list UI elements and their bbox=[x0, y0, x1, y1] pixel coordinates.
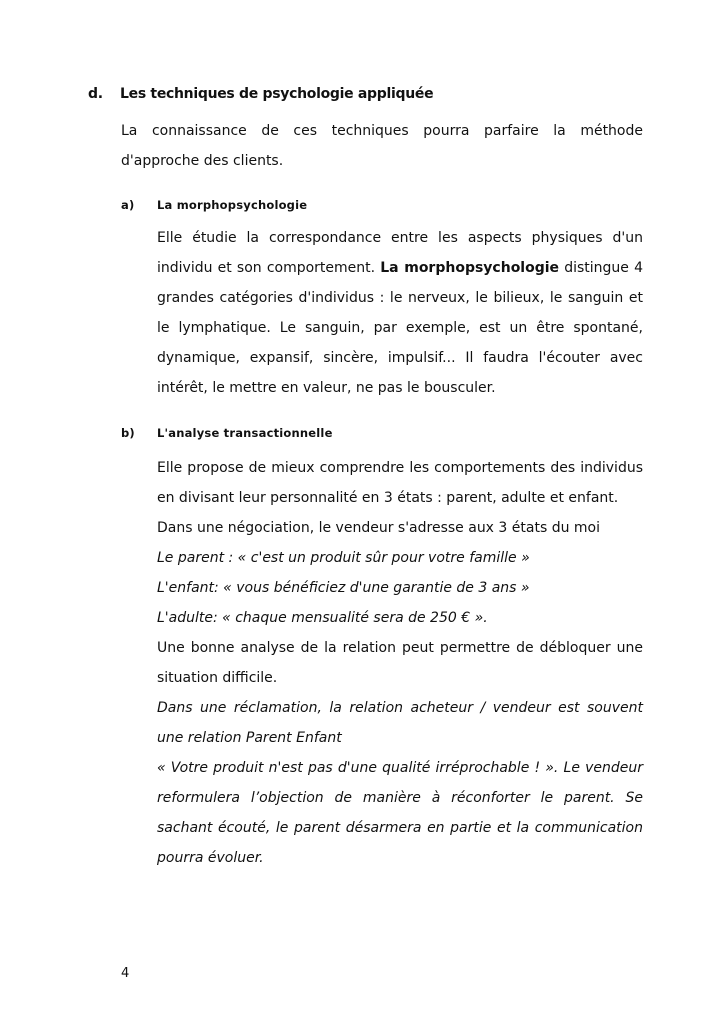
ta-adult-quote: L'adulte: « chaque mensualité sera de 250 € ». bbox=[157, 610, 488, 626]
ta-parent-quote: Le parent : « c'est un produit sûr pour votre famille » bbox=[157, 550, 530, 566]
subsection-b-letter: b) bbox=[121, 426, 135, 440]
subsection-a-body bbox=[157, 223, 643, 403]
ta-child-quote: L'enfant: « vous bénéficiez d'une garantie de 3 ans » bbox=[157, 580, 530, 596]
section-intro: La connaissance de ces techniques pourra parfaire la méthode d'approche des clients. bbox=[121, 123, 643, 169]
morpho-bold-term: La morphopsychologie bbox=[380, 260, 560, 276]
subsection-a-title: La morphopsychologie bbox=[157, 198, 308, 212]
ta-paragraph-7: Dans une réclamation, la relation acheteur / vendeur est souvent une relation Parent Enfant bbox=[157, 700, 643, 746]
subsection-a-heading bbox=[121, 198, 307, 212]
ta-paragraph-6: Une bonne analyse de la relation peut permettre de débloquer une situation difficile. bbox=[157, 640, 643, 686]
section-title: Les techniques de psychologie appliquée bbox=[120, 86, 434, 102]
subsection-b-title: L'analyse transactionnelle bbox=[157, 426, 333, 440]
ta-paragraph-1: Elle propose de mieux comprendre les comportements des individus en divisant leur personnalité en 3 états : parent, adulte et enfant. bbox=[157, 460, 643, 506]
morpho-paragraph bbox=[157, 223, 643, 403]
section-heading bbox=[88, 86, 433, 102]
morpho-text-start: Elle étudie la correspondance entre les aspects physiques d'un individu et son comportement. bbox=[157, 230, 643, 276]
page-number: 4 bbox=[121, 966, 130, 981]
morpho-text-end: distingue 4 grandes catégories d'individus : le nerveux, le bilieux, le sanguin et le lymphatique. Le sanguin, par exemple, est un être spontané, dynamique, expansif, sincère, impulsif... Il faudra l'écouter avec intérêt, le mettre en valeur, ne pas le bousculer. bbox=[157, 260, 643, 396]
ta-paragraph-8: « Votre produit n'est pas d'une qualité irréprochable ! ». Le vendeur reformulera l’objection de manière à réconforter le parent. Se sachant écouté, le parent désarmera en partie et la communication pourra évoluer. bbox=[157, 760, 643, 866]
subsection-b-heading bbox=[121, 426, 333, 440]
section-letter: d. bbox=[88, 86, 103, 102]
subsection-a-letter: a) bbox=[121, 198, 135, 212]
subsection-b-body bbox=[157, 453, 643, 873]
ta-paragraph-2: Dans une négociation, le vendeur s'adresse aux 3 états du moi bbox=[157, 520, 600, 536]
